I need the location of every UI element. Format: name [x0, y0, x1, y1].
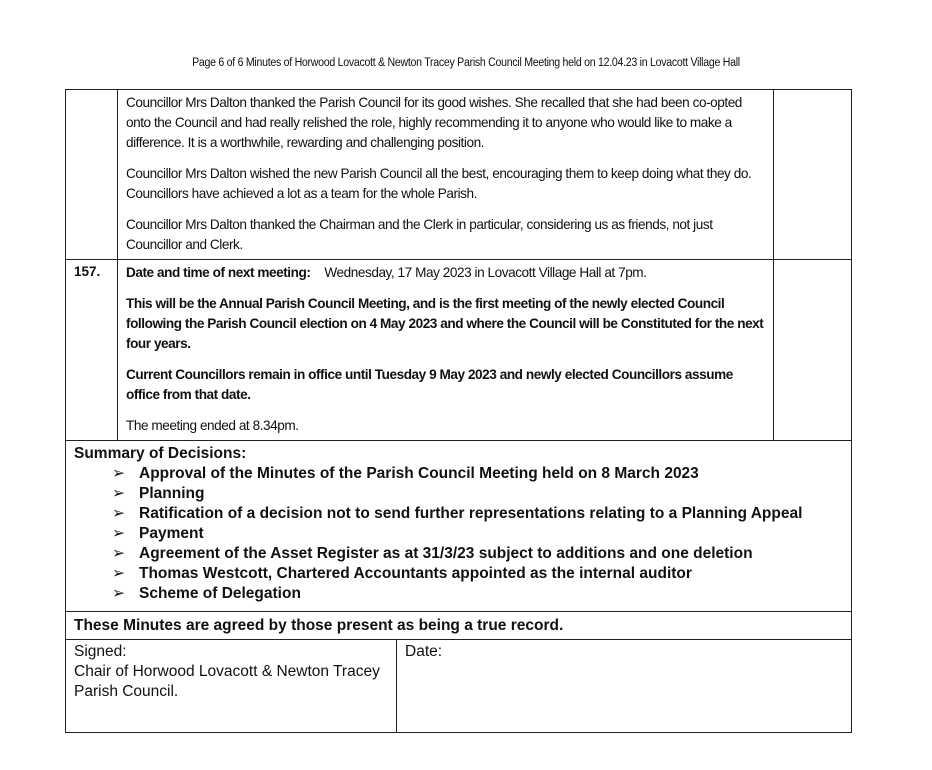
- decision-text: Ratification of a decision not to send further representations relating to a Planning Appeal: [139, 505, 803, 522]
- decisions-list: [74, 464, 843, 608]
- summary-block: [66, 441, 851, 611]
- arrow-bullet-icon: ➢: [112, 465, 125, 482]
- agreed-statement: These Minutes are agreed by those present as being a true record.: [74, 617, 564, 634]
- summary-title: Summary of Decisions:: [74, 445, 247, 462]
- list-item: [112, 564, 843, 584]
- paragraph: Councillor Mrs Dalton thanked the Parish Council for its good wishes. She recalled that she had been co-opted onto the Council and had really relished the role, highly recommending it to anyone who would like to make a difference. It is a worthwhile, rewarding and challenging position.: [126, 95, 742, 150]
- next-meeting-label: Date and time of next meeting:: [126, 265, 311, 280]
- list-item: [112, 464, 843, 484]
- decision-text: Payment: [139, 525, 204, 542]
- agreed-row: [66, 612, 851, 640]
- item-content: [118, 90, 774, 259]
- paragraph-bold: Current Councillors remain in office until Tuesday 9 May 2023 and newly elected Councillors assume office from that date.: [126, 367, 733, 402]
- signature-row: [66, 640, 851, 732]
- decision-text: Agreement of the Asset Register as at 31/3/23 subject to additions and one deletion: [139, 545, 753, 562]
- item-content: [118, 260, 774, 440]
- summary-section: [66, 441, 851, 612]
- arrow-bullet-icon: ➢: [112, 525, 125, 542]
- item-number: [66, 90, 118, 259]
- meeting-ended-text: The meeting ended at 8.34pm.: [126, 418, 299, 433]
- minutes-table: [65, 89, 852, 733]
- action-column: [774, 90, 851, 259]
- decision-text: Scheme of Delegation: [139, 585, 301, 602]
- paragraph-bold: This will be the Annual Parish Council Meeting, and is the first meeting of the newly elected Council following the Parish Council election on 4 May 2023 and where the Council will be Constituted for the next four years.: [126, 296, 764, 351]
- arrow-bullet-icon: ➢: [112, 485, 125, 502]
- arrow-bullet-icon: ➢: [112, 505, 125, 522]
- decision-text: Approval of the Minutes of the Parish Council Meeting held on 8 March 2023: [139, 465, 699, 482]
- list-item: [112, 484, 843, 504]
- next-meeting-value: Wednesday, 17 May 2023 in Lovacott Village Hall at 7pm.: [324, 265, 647, 280]
- date-label: Date:: [405, 643, 443, 660]
- list-item: [112, 584, 843, 604]
- decision-text: Thomas Westcott, Chartered Accountants appointed as the internal auditor: [139, 565, 692, 582]
- decision-text: Planning: [139, 485, 205, 502]
- arrow-bullet-icon: ➢: [112, 545, 125, 562]
- date-cell: [397, 640, 851, 732]
- arrow-bullet-icon: ➢: [112, 585, 125, 602]
- action-column: [774, 260, 851, 440]
- page-header: Page 6 of 6 Minutes of Horwood Lovacott & Newton Tracey Parish Council Meeting held on 12.04.23 in Lovacott Village Hall: [192, 57, 740, 69]
- item-number: 157.: [66, 260, 118, 440]
- minutes-row-dalton: [66, 90, 851, 260]
- signed-label: Signed:: [74, 643, 127, 660]
- list-item: [112, 504, 843, 524]
- arrow-bullet-icon: ➢: [112, 565, 125, 582]
- minutes-row-157: [66, 260, 851, 441]
- next-meeting-line: [126, 263, 767, 283]
- list-item: [112, 544, 843, 564]
- list-item: [112, 524, 843, 544]
- paragraph: Councillor Mrs Dalton thanked the Chairman and the Clerk in particular, considering us as friends, not just Councillor and Clerk.: [126, 217, 713, 252]
- paragraph: Councillor Mrs Dalton wished the new Parish Council all the best, encouraging them to keep doing what they do. Councillors have achieved a lot as a team for the whole Parish.: [126, 166, 752, 201]
- chair-text: Chair of Horwood Lovacott & Newton Tracey Parish Council.: [74, 663, 380, 700]
- signature-cell: [66, 640, 397, 732]
